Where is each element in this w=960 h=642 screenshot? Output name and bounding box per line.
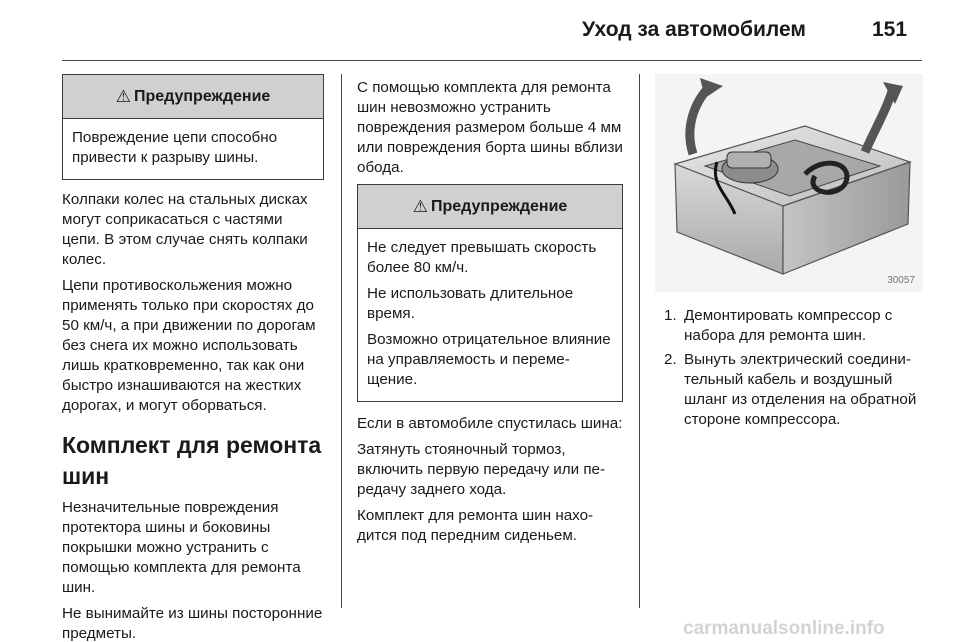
tire-repair-kit-illustration bbox=[655, 74, 923, 292]
warning-title: Предупреждение bbox=[133, 87, 271, 105]
paragraph: Незначительные повреждения протектора шины и боковины покрышки можно устранить с помощью комплекта для ремонта шин. bbox=[62, 499, 301, 596]
warning-text: Не использовать длительное время. bbox=[367, 285, 574, 322]
warning-box bbox=[357, 184, 623, 402]
paragraph: Если в автомобиле спустилась шина: bbox=[357, 415, 623, 432]
paragraph: С помощью комплекта для ремонта шин невозможно устранить повреждения размером больше 4 мм или повреждения борта шины вблизи обода. bbox=[357, 79, 623, 176]
warning-text: Возможно отрицательное влияние на управляемость и перемещение. bbox=[367, 331, 611, 388]
paragraph: Затянуть стояночный тормоз, включить первую передачу или передачу заднего хода. bbox=[357, 441, 606, 498]
paragraph: Не вынимайте из шины посторонние предметы. bbox=[62, 605, 323, 642]
step-number: 1. bbox=[664, 307, 677, 324]
left-column bbox=[62, 74, 324, 642]
paragraph: Колпаки колес на стальных дисках могут соприкасаться с частями цепи. В этом случае снять колпаки колес. bbox=[62, 191, 308, 268]
column-divider-1 bbox=[341, 74, 342, 608]
paragraph: Комплект для ремонта шин находится под передним сиденьем. bbox=[357, 507, 594, 544]
section-heading: Комплект для ремонта шин bbox=[62, 432, 322, 489]
warning-header bbox=[358, 185, 622, 229]
middle-column bbox=[357, 78, 623, 552]
warning-header bbox=[63, 75, 323, 119]
column-divider-2 bbox=[639, 74, 640, 608]
warning-body bbox=[63, 119, 323, 179]
warning-triangle-icon: ⚠ bbox=[115, 86, 131, 106]
warning-title: Предупреждение bbox=[430, 197, 568, 215]
figure-number: 30057 bbox=[887, 275, 915, 286]
list-item bbox=[664, 306, 926, 346]
warning-text: Не следует превышать скорость более 80 км/ч. bbox=[367, 239, 597, 276]
warning-triangle-icon: ⚠ bbox=[412, 196, 428, 216]
warning-box bbox=[62, 74, 324, 180]
page-number: 151 bbox=[872, 18, 908, 41]
page-header-title: Уход за автомобилем bbox=[582, 18, 806, 41]
list-item bbox=[664, 350, 926, 430]
step-number: 2. bbox=[664, 351, 677, 368]
repair-kit-box-drawing bbox=[655, 74, 923, 292]
paragraph: Цепи противоскольжения можно применять только при скоростях до 50 км/ч, а при движении по дорогам без снега их можно использовать лишь кратковременно, так как они быстро изнашиваются на жестких дорогах, и могут оборваться. bbox=[62, 277, 316, 414]
right-column bbox=[664, 306, 926, 434]
step-text: Демонтировать компрессор с набора для ремонта шин. bbox=[684, 307, 893, 344]
watermark: carmanualsonline.info bbox=[683, 618, 885, 639]
step-text: Вынуть электрический соединительный кабель и воздушный шланг из отделения на обратной стороне компрессора. bbox=[684, 351, 917, 428]
steps-list bbox=[664, 306, 926, 430]
header-divider bbox=[62, 60, 922, 61]
warning-text: Повреждение цепи способно привести к разрыву шины. bbox=[72, 129, 278, 166]
warning-body bbox=[358, 229, 622, 401]
